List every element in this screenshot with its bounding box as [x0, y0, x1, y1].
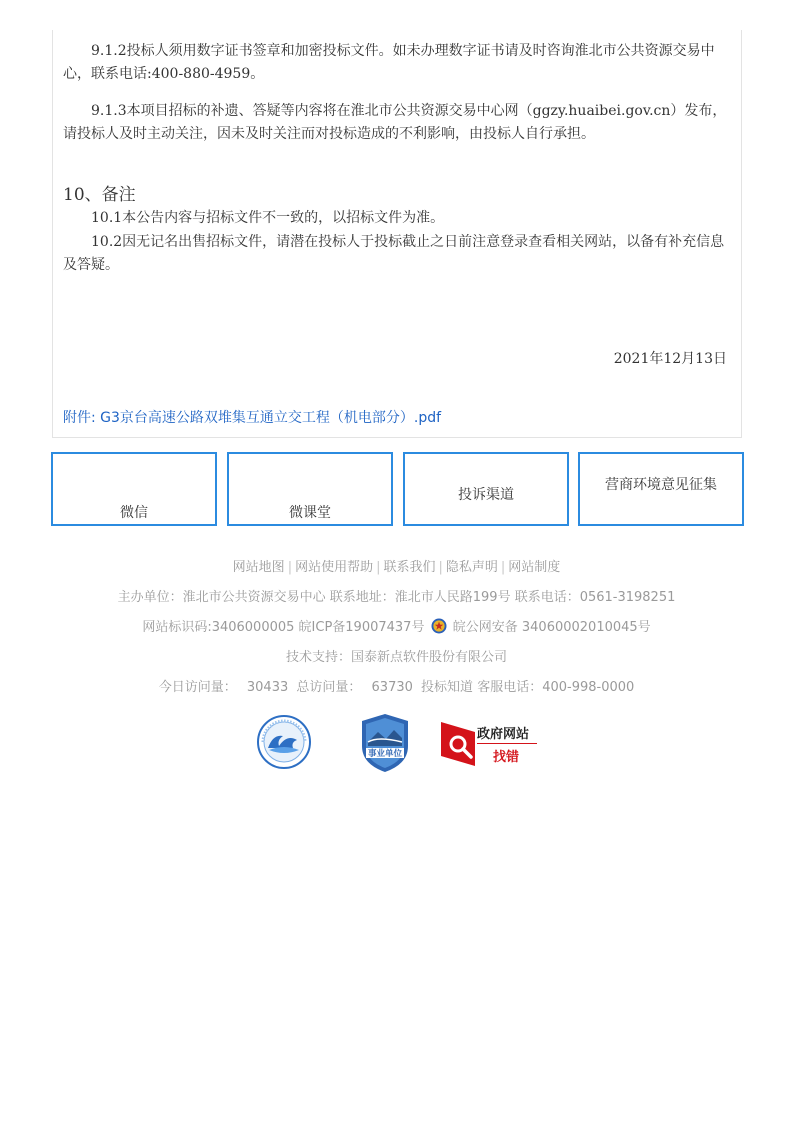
public-institution-shield-logo[interactable] — [358, 712, 412, 778]
total-visits-value: 63730 — [371, 680, 413, 695]
gov-website-error-logo[interactable] — [441, 718, 551, 770]
footer-logos — [0, 712, 793, 778]
total-visits-label: 总访问量： — [296, 680, 362, 695]
footer-separator: | — [376, 560, 381, 575]
police-badge-icon — [431, 618, 447, 638]
today-visits-label: 今日访问量： — [158, 680, 237, 695]
article-body — [52, 30, 742, 438]
wechat-card[interactable] — [51, 452, 217, 526]
attachment-label: 附件: — [63, 410, 96, 426]
gov-website-subtitle: 找错 — [493, 750, 520, 765]
publish-date: 2021年12月13日 — [613, 351, 727, 367]
complaint-channel-label: 投诉渠道 — [458, 487, 514, 503]
business-feedback-label: 营商环境意见征集 — [605, 477, 717, 493]
micro-course-label: 微课堂 — [289, 505, 331, 521]
paragraph-10-1: 10.1本公告内容与招标文件不一致的，以招标文件为准。 — [91, 210, 445, 226]
gov-website-divider — [477, 743, 537, 744]
today-visits-value: 30433 — [246, 680, 289, 695]
footer-registration — [0, 616, 793, 638]
footer-link-rules[interactable]: 网站制度 — [508, 560, 561, 575]
paragraph-9-1-3: 9.1.3本项目招标的补遗、答疑等内容将在淮北市公共资源交易中心网（ggzy.huaibei.gov.cn）发布，请投标人及时主动关注，因未及时关注而对投标造成的不利影响，由投标人自行承担。 — [63, 103, 727, 142]
footer-stats — [0, 676, 793, 695]
attachment-link[interactable]: G3京台高速公路双堆集互通立交工程（机电部分）.pdf — [100, 410, 442, 426]
footer-separator: | — [500, 560, 506, 575]
footer-host-info: 主办单位：淮北市公共资源交易中心 联系地址：淮北市人民路199号 联系电话：0561-3198251 — [117, 590, 676, 605]
service-phone: 客服电话：400-998-0000 — [477, 680, 635, 695]
footer-link-help[interactable]: 网站使用帮助 — [295, 560, 374, 575]
paragraph-9-1-2: 9.1.2投标人须用数字证书签章和加密投标文件。如未办理数字证书请及时咨询淮北市公共资源交易中心，联系电话:400-880-4959。 — [63, 43, 715, 82]
footer-link-privacy[interactable]: 隐私声明 — [445, 560, 498, 575]
footer-link-contact[interactable]: 联系我们 — [383, 560, 436, 575]
gov-website-title: 政府网站 — [477, 727, 530, 742]
complaint-channel-card[interactable] — [403, 452, 569, 526]
bid-knowledge-link[interactable]: 投标知道 — [421, 680, 474, 695]
unit-badge-text: 事业单位 — [367, 749, 403, 759]
footer-separator: | — [438, 560, 443, 575]
micro-course-card[interactable] — [227, 452, 393, 526]
wechat-label: 微信 — [120, 505, 148, 521]
footer-link-sitemap[interactable]: 网站地图 — [232, 560, 285, 575]
transaction-center-seal-logo[interactable] — [257, 712, 311, 778]
police-record-link[interactable]: 皖公网安备 34060002010045号 — [452, 620, 651, 635]
footer-separator: | — [287, 560, 293, 575]
section-heading-notes: 10、备注 — [63, 185, 136, 205]
paragraph-10-2: 10.2因无记名出售招标文件，请潜在投标人于投标截止之日前注意登录查看相关网站，以备有补充信息及答疑。 — [63, 234, 725, 273]
footer-links — [0, 556, 793, 575]
business-feedback-card[interactable] — [578, 452, 744, 526]
attachment-row — [63, 407, 441, 427]
icp-link[interactable]: 网站标识码:3406000005 皖ICP备19007437号 — [142, 620, 425, 635]
footer-tech-support: 技术支持：国泰新点软件股份有限公司 — [285, 650, 507, 665]
